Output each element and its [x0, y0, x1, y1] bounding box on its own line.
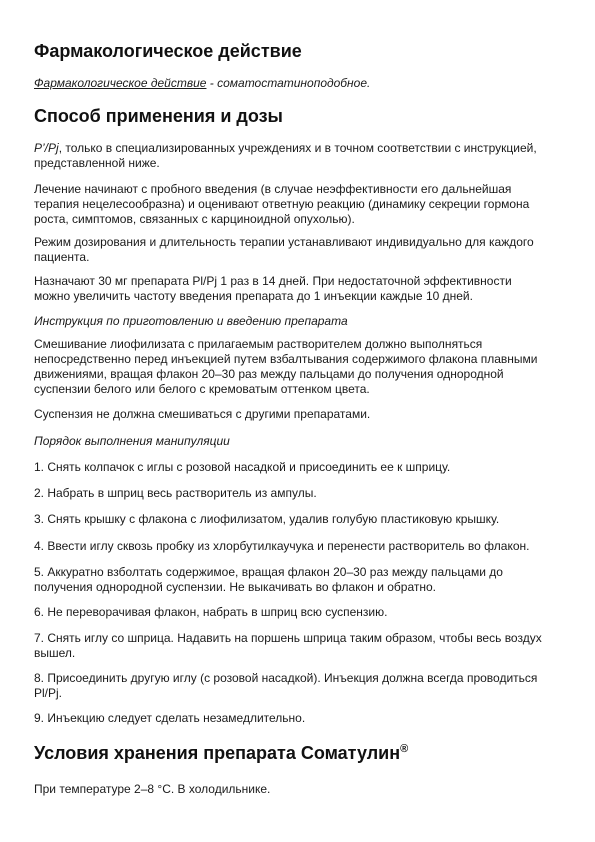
step-3: 3. Снять крышку с флакона с лиофилизатом, удалив голубую пластиковую крышку.: [34, 512, 500, 526]
step-7-line1: 7. Снять иглу со шприца. Надавить на поршень шприца таким образом, чтобы весь воздух: [34, 631, 542, 645]
dosage-p4-line1: Назначают 30 мг препарата Pl/Pj 1 раз в 14 дней. При недостаточной эффективности: [34, 274, 512, 288]
dosage-p1-line2: представленной ниже.: [34, 156, 160, 170]
step-7: [34, 631, 564, 661]
step-5: [34, 565, 564, 595]
dosage-p3-line2: пациента.: [34, 250, 90, 264]
dosage-paragraph-5: [34, 337, 564, 397]
dosage-p1-line1-text: , только в специализированных учреждениях и в точном соответствии с инструкцией,: [58, 141, 537, 155]
pharm-value: - соматостатиноподобное.: [206, 76, 371, 90]
step-5-line1: 5. Аккуратно взболтать содержимое, вращая флакон 20–30 раз между пальцами до: [34, 565, 503, 579]
dosage-p4-line2: можно увеличить частоту введения препарата до 1 инъекции каждые 10 дней.: [34, 289, 473, 303]
drug-name-italic: P’/Pj: [34, 141, 59, 155]
dosage-paragraph-1: [34, 141, 564, 171]
heading-storage-conditions: [34, 743, 408, 764]
dosage-paragraph-2: [34, 182, 564, 227]
dosage-p5-line4: суспензии белого или белого с кремоватым оттенком цвета.: [34, 382, 370, 396]
step-4: 4. Ввести иглу сквозь пробку из хлорбутилкаучука и перенести растворитель во флакон.: [34, 539, 530, 553]
dosage-p2-line2: терапия нецелесообразна) и оценивают ответную реакцию (динамику секреции гормона: [34, 197, 530, 211]
registered-trademark-mark: ®: [400, 743, 409, 755]
pharmacological-action-text: [34, 76, 564, 91]
step-8: [34, 671, 564, 701]
subheading-procedure-order: Порядок выполнения манипуляции: [34, 434, 230, 448]
subheading-preparation-instructions: Инструкция по приготовлению и введению препарата: [34, 314, 348, 328]
dosage-p2-line1: Лечение начинают с пробного введения (в случае неэффективности его дальнейшая: [34, 182, 512, 196]
storage-text: При температуре 2–8 °С. В холодильнике.: [34, 782, 271, 796]
step-8-line1: 8. Присоединить другую иглу (с розовой насадкой). Инъекция должна всегда проводиться: [34, 671, 538, 685]
dosage-p5-line2: непосредственно перед инъекцией путем взбалтывания содержимого флакона плавными: [34, 352, 538, 366]
dosage-p5-line1: Смешивание лиофилизата с прилагаемым растворителем должно выполняться: [34, 337, 483, 351]
step-8-line2: Pl/Pj.: [34, 686, 63, 700]
step-1: 1. Снять колпачок с иглы с розовой насадкой и присоединить ее к шприцу.: [34, 460, 451, 474]
step-5-line2: получения однородной суспензии. Не выкачивать во флакон и обратно.: [34, 580, 437, 594]
step-2: 2. Набрать в шприц весь растворитель из ампулы.: [34, 486, 317, 500]
dosage-p5-line3: движениями, вращая флакон 20–30 раз между пальцами до получения однородной: [34, 367, 504, 381]
dosage-paragraph-4: [34, 274, 564, 304]
dosage-p2-line3: роста, симптомов, связанных с карциноидной опухолью).: [34, 212, 355, 226]
step-7-line2: вышел.: [34, 646, 76, 660]
heading-dosage: Способ применения и дозы: [34, 106, 283, 126]
dosage-paragraph-6: Суспензия не должна смешиваться с другими препаратами.: [34, 407, 371, 421]
step-6: 6. Не переворачивая флакон, набрать в шприц всю суспензию.: [34, 605, 388, 619]
storage-heading-text: Условия хранения препарата Соматулин: [34, 743, 401, 763]
step-9: 9. Инъекцию следует сделать незамедлительно.: [34, 711, 306, 725]
heading-pharmacological-action: Фармакологическое действие: [34, 41, 302, 61]
dosage-p3-line1: Режим дозирования и длительность терапии устанавливают индивидуально для каждого: [34, 235, 534, 249]
dosage-paragraph-3: [34, 235, 564, 265]
pharm-label: Фармакологическое действие: [34, 76, 207, 90]
